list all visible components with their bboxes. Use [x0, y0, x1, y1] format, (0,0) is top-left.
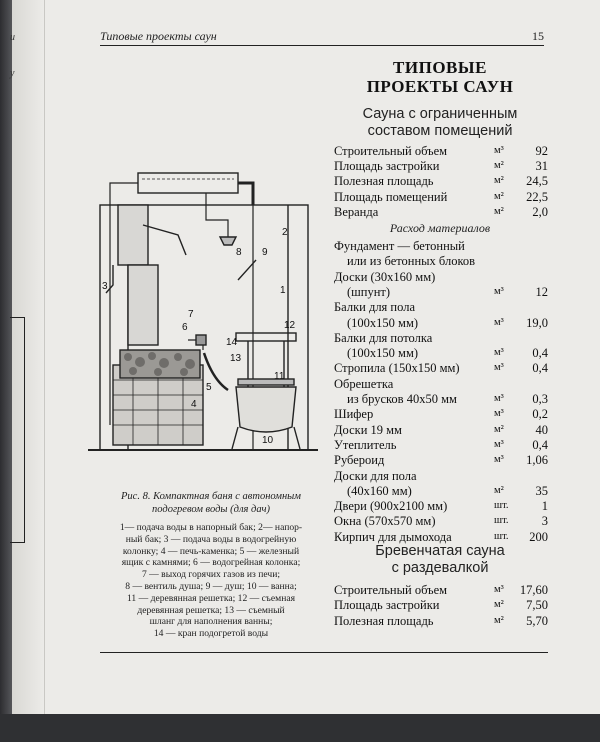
spec-label: Обрешетка [334, 376, 394, 391]
spec-value: 3 [541, 514, 548, 529]
spec-label: Веранда [334, 204, 379, 219]
callout-5: 5 [206, 382, 212, 393]
spec-value: 0,3 [532, 392, 548, 406]
bath-schematic-figure [88, 165, 318, 485]
spec-value: 24,5 [526, 174, 548, 189]
spec-value: 19,0 [526, 315, 548, 330]
footer-rule [100, 652, 548, 653]
callout-2: 2 [282, 227, 288, 238]
spec-label: Фундамент — бетонный [334, 239, 465, 253]
spec-value: 35 [535, 483, 548, 498]
spec-row [334, 513, 548, 529]
legend-line: 11 — деревянная решетка; 12 — съемная [126, 592, 296, 604]
callout-14: 14 [226, 337, 238, 348]
spec-row [334, 360, 548, 376]
spec-value: 1 [541, 499, 548, 514]
spec-label: Строительный объем [334, 583, 448, 597]
spec-label: (40х160 мм) [347, 483, 412, 498]
spec-value: 31 [535, 159, 548, 174]
spec-row [334, 189, 548, 205]
margin-mark: и [10, 32, 15, 43]
spec-unit: м³ [494, 285, 504, 297]
spec-label: Площадь застройки [334, 598, 440, 613]
spec-row [334, 613, 548, 629]
spec-row [334, 376, 548, 392]
spec-row [334, 204, 548, 220]
spec-unit: м³ [494, 454, 504, 466]
callout-13: 13 [230, 353, 242, 364]
callout-7: 7 [188, 309, 194, 320]
figure-legend [100, 522, 322, 640]
spec-unit: м² [494, 205, 504, 217]
legend-line: 14 — кран подогретой воды [153, 628, 269, 640]
spec-row [334, 299, 548, 315]
main-title: ТИПОВЫЕ ПРОЕКТЫ САУН [366, 58, 514, 96]
spec-unit: м² [494, 484, 504, 496]
legend-line: ящик с камнями; 6 — водогрейная колонка; [121, 557, 301, 569]
spec-row [334, 422, 548, 438]
callout-11: 11 [274, 371, 285, 382]
spec-label: Окна (570х570 мм) [334, 514, 436, 529]
previous-page-edge [12, 0, 45, 742]
legend-line: колонку; 4 — печь-каменка; 5 — железный [122, 545, 300, 557]
spec-label: Утеплитель [334, 437, 397, 452]
spec-label: Рубероид [334, 453, 385, 468]
spec-unit: м³ [494, 438, 504, 450]
spec-value: 0,2 [532, 407, 548, 422]
spec-value: 17,60 [519, 583, 548, 597]
section1-title: Сауна с ограниченным составом помещений [362, 106, 518, 139]
callout-8: 8 [236, 247, 242, 258]
spec-label: Доски для пола [334, 468, 417, 483]
spec-row [334, 158, 548, 174]
spec-unit: м² [494, 190, 504, 202]
spec-label: Двери (900х2100 мм) [334, 499, 448, 514]
spec-label: Полезная площадь [334, 613, 434, 628]
spec-label: Балки для потолка [334, 330, 433, 345]
materials-caption: Расход материалов [389, 221, 491, 235]
spec-unit: м³ [494, 584, 504, 595]
spec-label: Кирпич для дымохода [334, 529, 452, 544]
spec-value: 5,70 [526, 613, 548, 628]
legend-line: деревянная решетка; 13 — съемный [137, 604, 285, 616]
spec-label: (100х150 мм) [347, 315, 419, 330]
callout-3: 3 [102, 281, 108, 292]
spec-unit: м³ [494, 347, 504, 359]
spec-unit: м³ [494, 393, 504, 404]
running-title: Типовые проекты саун [100, 29, 217, 43]
spec-label: Доски (30х160 мм) [334, 269, 436, 284]
spec-value: 7,50 [526, 598, 548, 613]
spec-value: 12 [535, 284, 548, 299]
page-number: 15 [532, 29, 544, 43]
spec-unit: шт. [494, 530, 509, 542]
spec-row [334, 345, 548, 361]
spec-row [334, 483, 548, 499]
spec-value: 0,4 [532, 437, 548, 452]
pressure-tank [138, 173, 238, 193]
spec-unit: м² [494, 614, 504, 626]
spec-label: Полезная площадь [334, 174, 434, 189]
spec-value: 92 [535, 144, 548, 158]
legend-line: ный бак; 3 — подача воды в водогрейную [125, 533, 297, 545]
spec-unit: м³ [494, 408, 504, 420]
spec-value: 0,4 [532, 346, 548, 361]
spec-row [334, 238, 548, 254]
margin-mark: у [10, 68, 15, 79]
spec-label: Площадь застройки [334, 159, 440, 174]
spec-unit: м² [494, 175, 504, 187]
spec-value: 1,06 [526, 453, 548, 468]
spec-row [334, 582, 548, 598]
spec-unit: м³ [494, 316, 504, 328]
spec-row [334, 391, 548, 407]
figure-caption: Рис. 8. Компактная баня с автономным подогревом воды (для дач) [121, 491, 301, 515]
spec-label: Площадь помещений [334, 189, 448, 204]
spec-unit: м³ [494, 362, 504, 374]
spec-value: 40 [535, 422, 548, 437]
spec-row [334, 468, 548, 484]
callout-1: 1 [280, 285, 286, 296]
spec-row [334, 253, 548, 269]
callout-6: 6 [182, 322, 188, 333]
spec-value: 2,0 [532, 204, 548, 219]
spec-unit: м² [494, 599, 504, 611]
callout-4: 4 [191, 399, 197, 410]
callout-10: 10 [262, 435, 274, 446]
spec-unit: шт. [494, 500, 509, 512]
legend-line: шланг для наполнения ванны; [149, 616, 273, 628]
spec-row [334, 437, 548, 453]
spec-row [334, 143, 548, 159]
legend-line: 1— подача воды в напорный бак; 2— напор- [119, 522, 303, 533]
arrow-7 [143, 225, 186, 255]
spec-row [334, 330, 548, 346]
spec-label: Балки для пола [334, 300, 415, 315]
spec-unit: м² [494, 423, 504, 435]
spec-unit: шт. [494, 515, 509, 527]
spec-label: Стропила (150х150 мм) [334, 361, 460, 376]
legend-line: 8 — вентиль душа; 9 — душ; 10 — ванна; [125, 580, 297, 592]
spec-value: 0,4 [532, 361, 548, 376]
section2-title: Бревенчатая сауна с раздевалкой [375, 543, 505, 576]
spec-unit: м² [494, 160, 504, 172]
spec-unit: м³ [494, 145, 504, 156]
spec-row [334, 284, 548, 300]
callout-9: 9 [262, 247, 268, 258]
spec-label: Строительный объем [334, 144, 448, 158]
spec-label: (шпунт) [347, 284, 391, 299]
scan-bottom-edge [0, 714, 600, 742]
header-rule [100, 45, 544, 46]
spec-label: Шифер [334, 407, 374, 422]
spec-label: Доски 19 мм [334, 422, 402, 437]
spec-row [334, 406, 548, 422]
spec-label: или из бетонных блоков [347, 254, 476, 269]
margin-bracket [10, 317, 25, 543]
spec-row [334, 597, 548, 613]
spec-value: 22,5 [526, 189, 548, 204]
running-header [100, 29, 544, 45]
spec-row [334, 173, 548, 189]
spec-value: 200 [529, 529, 548, 544]
spec-row [334, 315, 548, 331]
spec-row [334, 452, 548, 468]
spec-label: из брусков 40х50 мм [347, 392, 457, 406]
spec-row [334, 269, 548, 285]
callout-12: 12 [284, 320, 296, 331]
spec-label: (100х150 мм) [347, 346, 419, 361]
spec-row [334, 498, 548, 514]
legend-line: 7 — выход горячих газов из печи; [141, 569, 280, 581]
